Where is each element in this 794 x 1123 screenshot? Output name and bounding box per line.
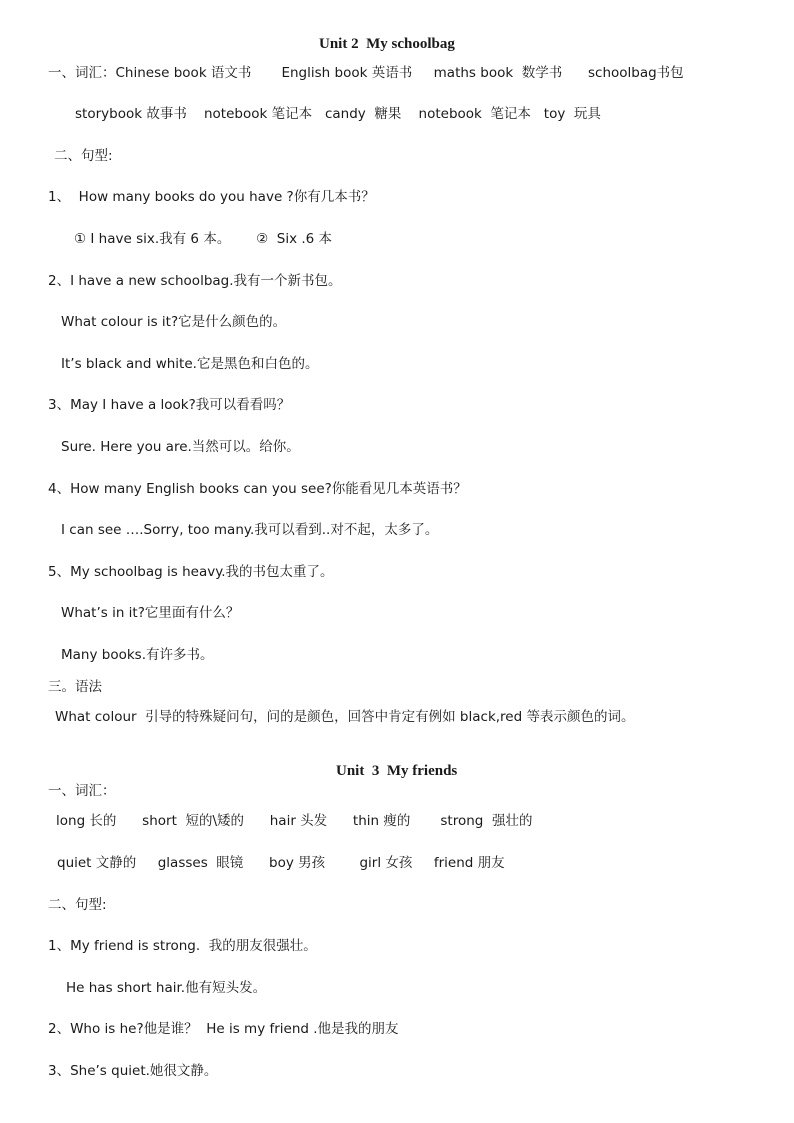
unit3-vocab-line-1: long 长的 short 短的\矮的 hair 头发 thin 瘦的 strong 强壮的 [56, 813, 533, 829]
unit2-sentence-2-answer: It’s black and white.它是黑色和白色的。 [61, 356, 319, 372]
unit2-sentence-1-answers: ① I have six.我有 6 本。 ② Six .6 本 [74, 231, 333, 247]
unit2-sentence-3-answer: Sure. Here you are.当然可以。给你。 [61, 439, 300, 455]
unit3-sentence-3: 3、She’s quiet.她很文静。 [48, 1063, 218, 1079]
unit3-sentence-1-detail: He has short hair.他有短头发。 [66, 980, 267, 996]
unit2-sentence-4: 4、How many English books can you see?你能看见几本英语书？ [48, 481, 467, 497]
unit2-sentence-5: 5、My schoolbag is heavy.我的书包太重了。 [48, 564, 334, 580]
unit2-grammar-text: What colour 引导的特殊疑问句，问的是颜色，回答中肯定有例如 black,red 等表示颜色的词。 [55, 709, 635, 725]
unit2-title: Unit 2 My schoolbag [319, 36, 455, 52]
unit2-vocab-line-1: 一、词汇：Chinese book 语文书 English book 英语书 maths book 数学书 schoolbag书包 [48, 65, 684, 81]
unit2-grammar-heading: 三。语法 [48, 679, 102, 695]
unit2-vocab-line-2: storybook 故事书 notebook 笔记本 candy 糖果 notebook 笔记本 toy 玩具 [75, 106, 601, 122]
unit3-patterns-heading: 二、句型: [48, 897, 107, 913]
unit2-sentence-4-answer: I can see ….Sorry, too many.我可以看到..对不起，太多了。 [61, 522, 439, 538]
unit3-sentence-2: 2、Who is he?他是谁？ He is my friend .他是我的朋友 [48, 1021, 399, 1037]
unit2-sentence-2: 2、I have a new schoolbag.我有一个新书包。 [48, 273, 342, 289]
unit3-title: Unit 3 My friends [336, 763, 458, 779]
unit2-patterns-heading: 二、句型: [54, 148, 113, 164]
unit2-sentence-3: 3、May I have a look?我可以看看吗？ [48, 397, 291, 413]
unit2-sentence-2-question: What colour is it?它是什么颜色的。 [61, 314, 287, 330]
unit3-sentence-1: 1、My friend is strong. 我的朋友很强壮。 [48, 938, 317, 954]
unit2-sentence-1: 1、 How many books do you have ?你有几本书？ [48, 189, 375, 205]
unit3-vocab-heading: 一、词汇： [48, 783, 116, 799]
unit2-sentence-5-answer: Many books.有许多书。 [61, 647, 214, 663]
unit3-vocab-line-2: quiet 文静的 glasses 眼镜 boy 男孩 girl 女孩 friend 朋友 [57, 855, 505, 871]
unit2-sentence-5-question: What’s in it?它里面有什么？ [61, 605, 240, 621]
